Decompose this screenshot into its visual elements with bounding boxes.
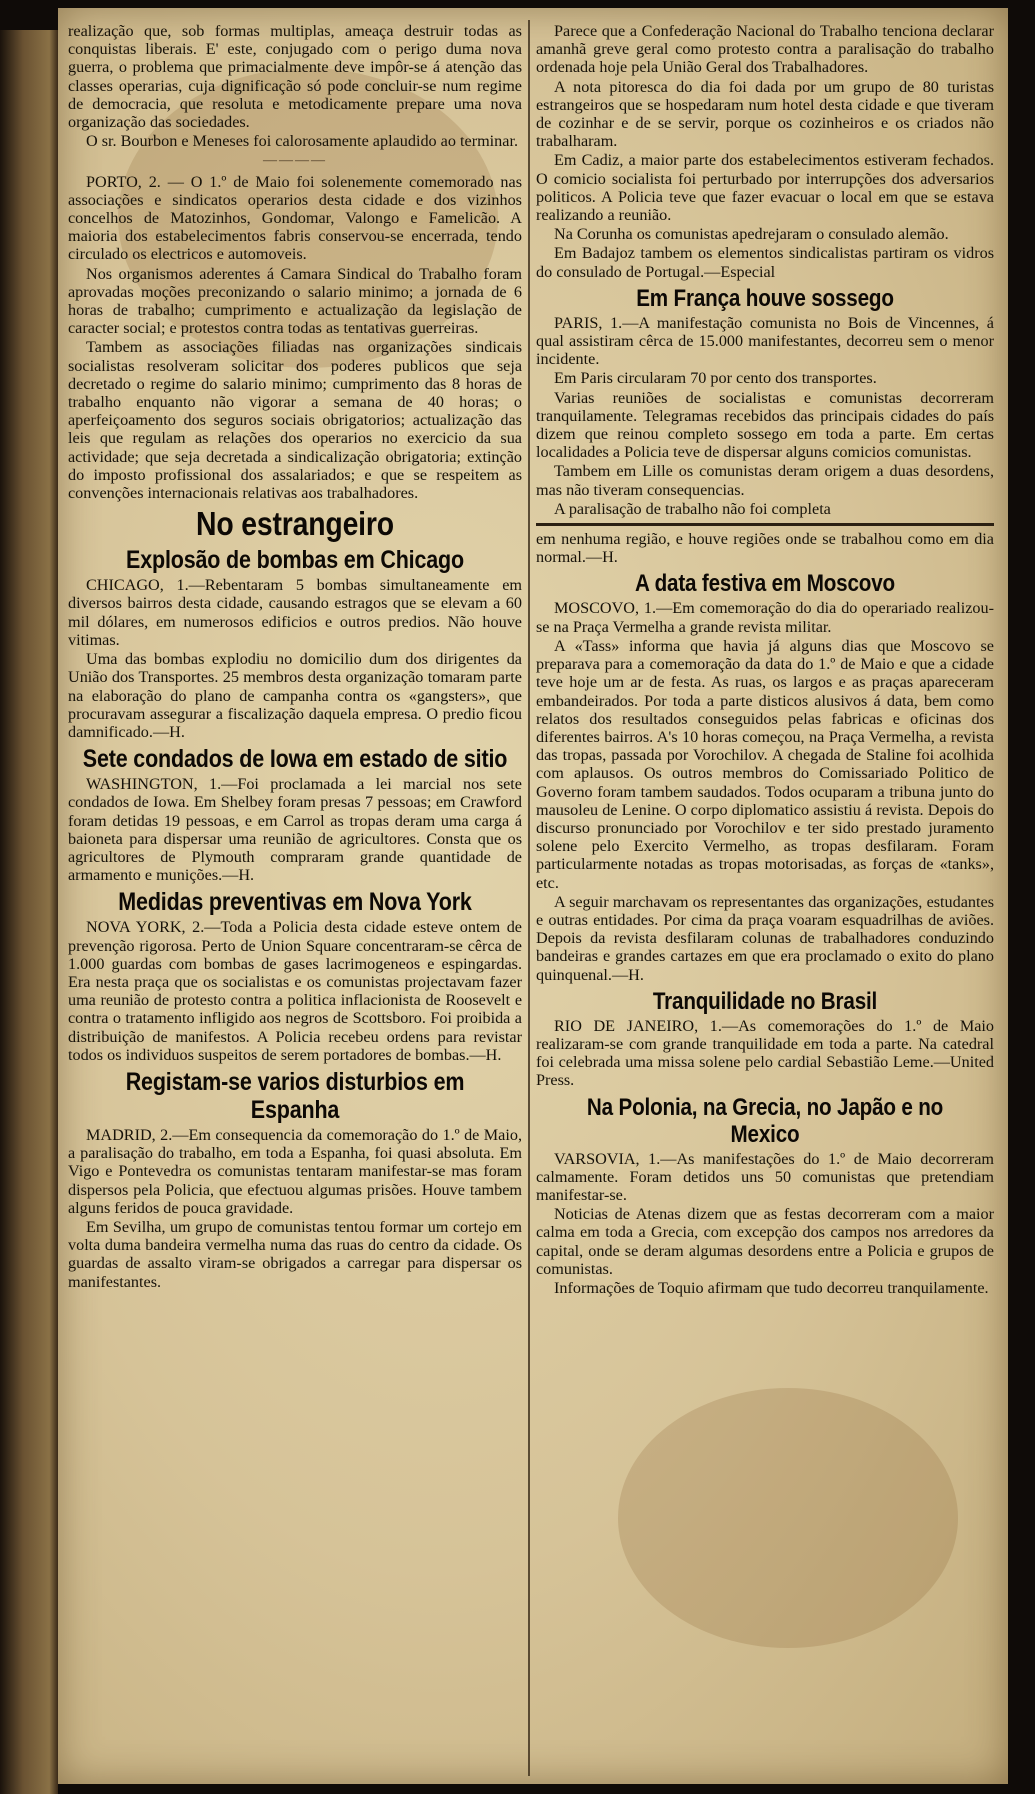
section-heading: No estrangeiro xyxy=(196,505,394,543)
paragraph: Em Paris circularam 70 por cento dos transportes. xyxy=(554,369,877,388)
paragraph: Em Sevilha, um grupo de comunistas tentou formar um cortejo em volta duma bandeira vermelha numa das ruas do centro da cidade. Os guardas de assalto viram-se obrigados a carregar para dispersar os manifestantes. xyxy=(68,1217,522,1291)
paragraph: Parece que a Confederação Nacional do Trabalho tenciona declarar amanhã greve geral como protesto contra a paralisação do trabalho ordenada hoje pela União Geral dos Trabalhadores. xyxy=(536,22,994,77)
paragraph: RIO DE JANEIRO, 1.—As comemorações do 1.º de Maio realizaram-se com grande tranquilidade em toda a parte. Na catedral foi celebrada uma missa solene pelo cardial Sebastião Leme.—United Press. xyxy=(536,1016,994,1090)
article-headline: Tranquilidade no Brasil xyxy=(652,987,878,1015)
paragraph: WASHINGTON, 1.—Foi proclamada a lei marcial nos sete condados de Iowa. Em Shelbey foram presas 7 pessoas; em Crawford foram detidas 19 pessoas, e em Carrol as tropas deram uma carga á baioneta para dispersar uma reunião de agricultores. Consta que os agricultores de Plymouth compraram grande quantidade de armamento e munições.—H. xyxy=(68,775,522,885)
separator-rule: ―――― xyxy=(263,153,327,169)
paragraph: Em Cadiz, a maior parte dos estabelecimentos estiveram fechados. O comicio socialista foi perturbado por interrupções dos adversarios politicos. A Policia teve que fazer evacuar o local em que se estava realizando a reunião. xyxy=(536,151,994,225)
paragraph: Noticias de Atenas dizem que as festas decorreram com a maior calma em toda a Grecia, com excepção dos campos nos arredores da capital, onde se deram algumas desordens entre a Policia e grupos de comunistas. xyxy=(536,1205,994,1278)
article-headline: Sete condados de Iowa em estado de sitio xyxy=(82,745,508,774)
adjacent-page-edge xyxy=(0,30,58,1794)
paragraph: A nota pitoresca do dia foi dada por um grupo de 80 turistas estrangeiros que se hospedaram num hotel desta cidade e que tiveram de cozinhar e de se servir, porque os cozinheiros e os criados não trabalharam. xyxy=(536,77,994,151)
paragraph: realização que, sob formas multiplas, ameaça destruir todas as conquistas liberais. E' este, conjugado com o perigo duma nova guerra, o problema que primacialmente deve impôr-se á atenção das classes operarias, cuja dignificação só pode concluir-se num regime de democracia, que resoluta e metodicamente prepare uma nova organização das sociedades. xyxy=(68,22,522,132)
paragraph: MADRID, 2.—Em consequencia da comemoração do 1.º de Maio, a paralisação do trabalho, em toda a Espanha, foi quasi absoluta. Em Vigo e Pontevedra os comunistas tentaram manifestar-se mas foram dispersos pela Policia, que efectuou algumas prisões. Houve tambem alguns feridos de pouca gravidade. xyxy=(68,1125,522,1217)
article-headline: Em França houve sossego xyxy=(636,284,894,312)
paragraph: PARIS, 1.—A manifestação comunista no Bois de Vincennes, á qual assistiram cêrca de 15.000 manifestantes, decorreu sem o menor incidente. xyxy=(536,313,994,369)
article-headline: Explosão de bombas em Chicago xyxy=(126,546,464,575)
paragraph: Uma das bombas explodiu no domicilio dum dos dirigentes da União dos Transportes. 25 membros desta organização tomaram parte na elaboração do plano de campanha contra os «gangsters», que procuravam assegurar a fiscalização daquela empresa. O predio ficou damnificado.—H. xyxy=(68,650,522,741)
column-divider xyxy=(528,20,530,1776)
paragraph: Tambem em Lille os comunistas deram origem a duas desordens, mas não tiveram consequencias. xyxy=(536,462,994,499)
article-headline: Registam-se varios disturbios em Espanha xyxy=(125,1067,465,1124)
right-column xyxy=(536,22,994,1772)
paragraph: O sr. Bourbon e Meneses foi calorosamente aplaudido ao terminar. xyxy=(86,132,518,151)
clipping-join-rule xyxy=(536,523,994,526)
left-column xyxy=(68,22,522,1772)
paragraph: Varias reuniões de socialistas e comunistas decorreram tranquilamente. Telegramas recebidos das principais cidades do país dizem que reinou completo sossego em toda a parte. Em certas localidades a Policia teve de dispersar alguns comicios comunistas. xyxy=(536,388,994,462)
paragraph: NOVA YORK, 2.—Toda a Policia desta cidade esteve ontem de prevenção rigorosa. Perto de Union Square concentraram-se cêrca de 1.000 guardas com bombas de gases lacrimogeneos e espingardas. Era nesta praça que os socialistas e os comunistas projectavam fazer uma reunião de protesto contra a politica inflacionista de Roosevelt e contra o tratamento infligido aos negros de Scottsboro. Foi proibida a distribuição de manifestos. A Policia recebeu ordens para revistar todos os individuos suspeitos de serem portadores de bombas.—H. xyxy=(68,918,522,1064)
paragraph: Tambem as associações filiadas nas organizações sindicais socialistas resolveram solicitar dos poderes publicos que seja decretado o regime do salario minimo; cumprimento das 8 horas de trabalho enquanto não vigorar a semana de 40 horas; o aperfeiçoamento dos seguros sociais obrigatorios; actualização das leis que regulam as relações dos operarios no exercicio da sua actividade; que seja decretada a sindicalização obrigatoria; extinção do imposto profissional dos assalariados; e que se respeitem as convenções internacionais relativas aos trabalhadores. xyxy=(68,338,522,503)
paragraph: em nenhuma região, e houve regiões onde se trabalhou como em dia normal.—H. xyxy=(536,530,994,567)
article-headline: A data festiva em Moscovo xyxy=(635,570,895,598)
paragraph: MOSCOVO, 1.—Em comemoração do dia do operariado realizou-se na Praça Vermelha a grande revista militar. xyxy=(536,599,994,636)
newspaper-clipping xyxy=(58,8,1008,1784)
article-headline: Na Polonia, na Grecia, no Japão e no Mexico xyxy=(586,1093,944,1148)
paragraph: CHICAGO, 1.—Rebentaram 5 bombas simultaneamente em diversos bairros desta cidade, causando estragos que se elevam a 60 mil dólares, em numerosos edificios e outros predios. Não houve vitimas. xyxy=(68,576,522,649)
paragraph: A paralisação de trabalho não foi completa xyxy=(554,499,831,518)
paragraph: Nos organismos aderentes á Camara Sindical do Trabalho foram aprovadas moções preconizando o salario minimo; a jornada de 6 horas de trabalho; cumprimento e actualização da legislação de caracter social; e protestos contra todas as tentativas guerreiras. xyxy=(68,264,522,338)
paragraph: Informações de Toquio afirmam que tudo decorreu tranquilamente. xyxy=(554,1278,989,1297)
paragraph: Em Badajoz tambem os elementos sindicalistas partiram os vidros do consulado de Portugal.—Especial xyxy=(536,244,994,281)
paragraph: A «Tass» informa que havia já alguns dias que Moscovo se preparava para a comemoração da data do 1.º de Maio e que a cidade teve hoje um ar de festa. As ruas, os largos e as praças apareceram embandeirados. Por toda a parte disticos alusivos á data, bem como relatos dos resultados conseguidos pelas fabricas e oficinas dos diferentes bairros. A's 10 horas começou, na Praça Vermelha, a revista das tropas, passada por Vorochilov. A chegada de Staline foi acolhida com aplausos. Os outros membros do Comissariado Politico de Governo foram tambem saudados. Todos ocuparam a tribuna junto do mausoleu de Lenine. O corpo diplomatico assistiu á revista. Depois do discurso pronunciado por Vorochilov e ter sido prestado juramento solene pelo Exercito Vermelho, as tropas desfilaram. Foram particularmente notadas as tropas motorisadas, as forças de «tanks», etc. xyxy=(536,636,994,892)
paragraph: A seguir marchavam os representantes das organizações, estudantes e outras entidades. Por cima da praça voaram esquadrilhas de aviões. Depois da revista desfilaram colunas de trabalhadores conduzindo bandeiras e grandes cartazes em que era proclamado o exito do plano quinquenal.—H. xyxy=(536,892,994,984)
paragraph-porto: PORTO, 2. — O 1.º de Maio foi solenemente comemorado nas associações e sindicatos operarios desta cidade e dos vizinhos concelhos de Matozinhos, Gondomar, Valongo e Famelicão. A maioria dos estabelecimentos fabris conservou-se encerrada, tendo circulado os electricos e automoveis. xyxy=(68,172,522,264)
article-headline: Medidas preventivas em Nova York xyxy=(118,888,472,917)
paragraph: Na Corunha os comunistas apedrejaram o consulado alemão. xyxy=(554,225,949,244)
paragraph: VARSOVIA, 1.—As manifestações do 1.º de Maio decorreram calmamente. Foram detidos uns 50 comunistas que pretendiam manifestar-se. xyxy=(536,1149,994,1204)
